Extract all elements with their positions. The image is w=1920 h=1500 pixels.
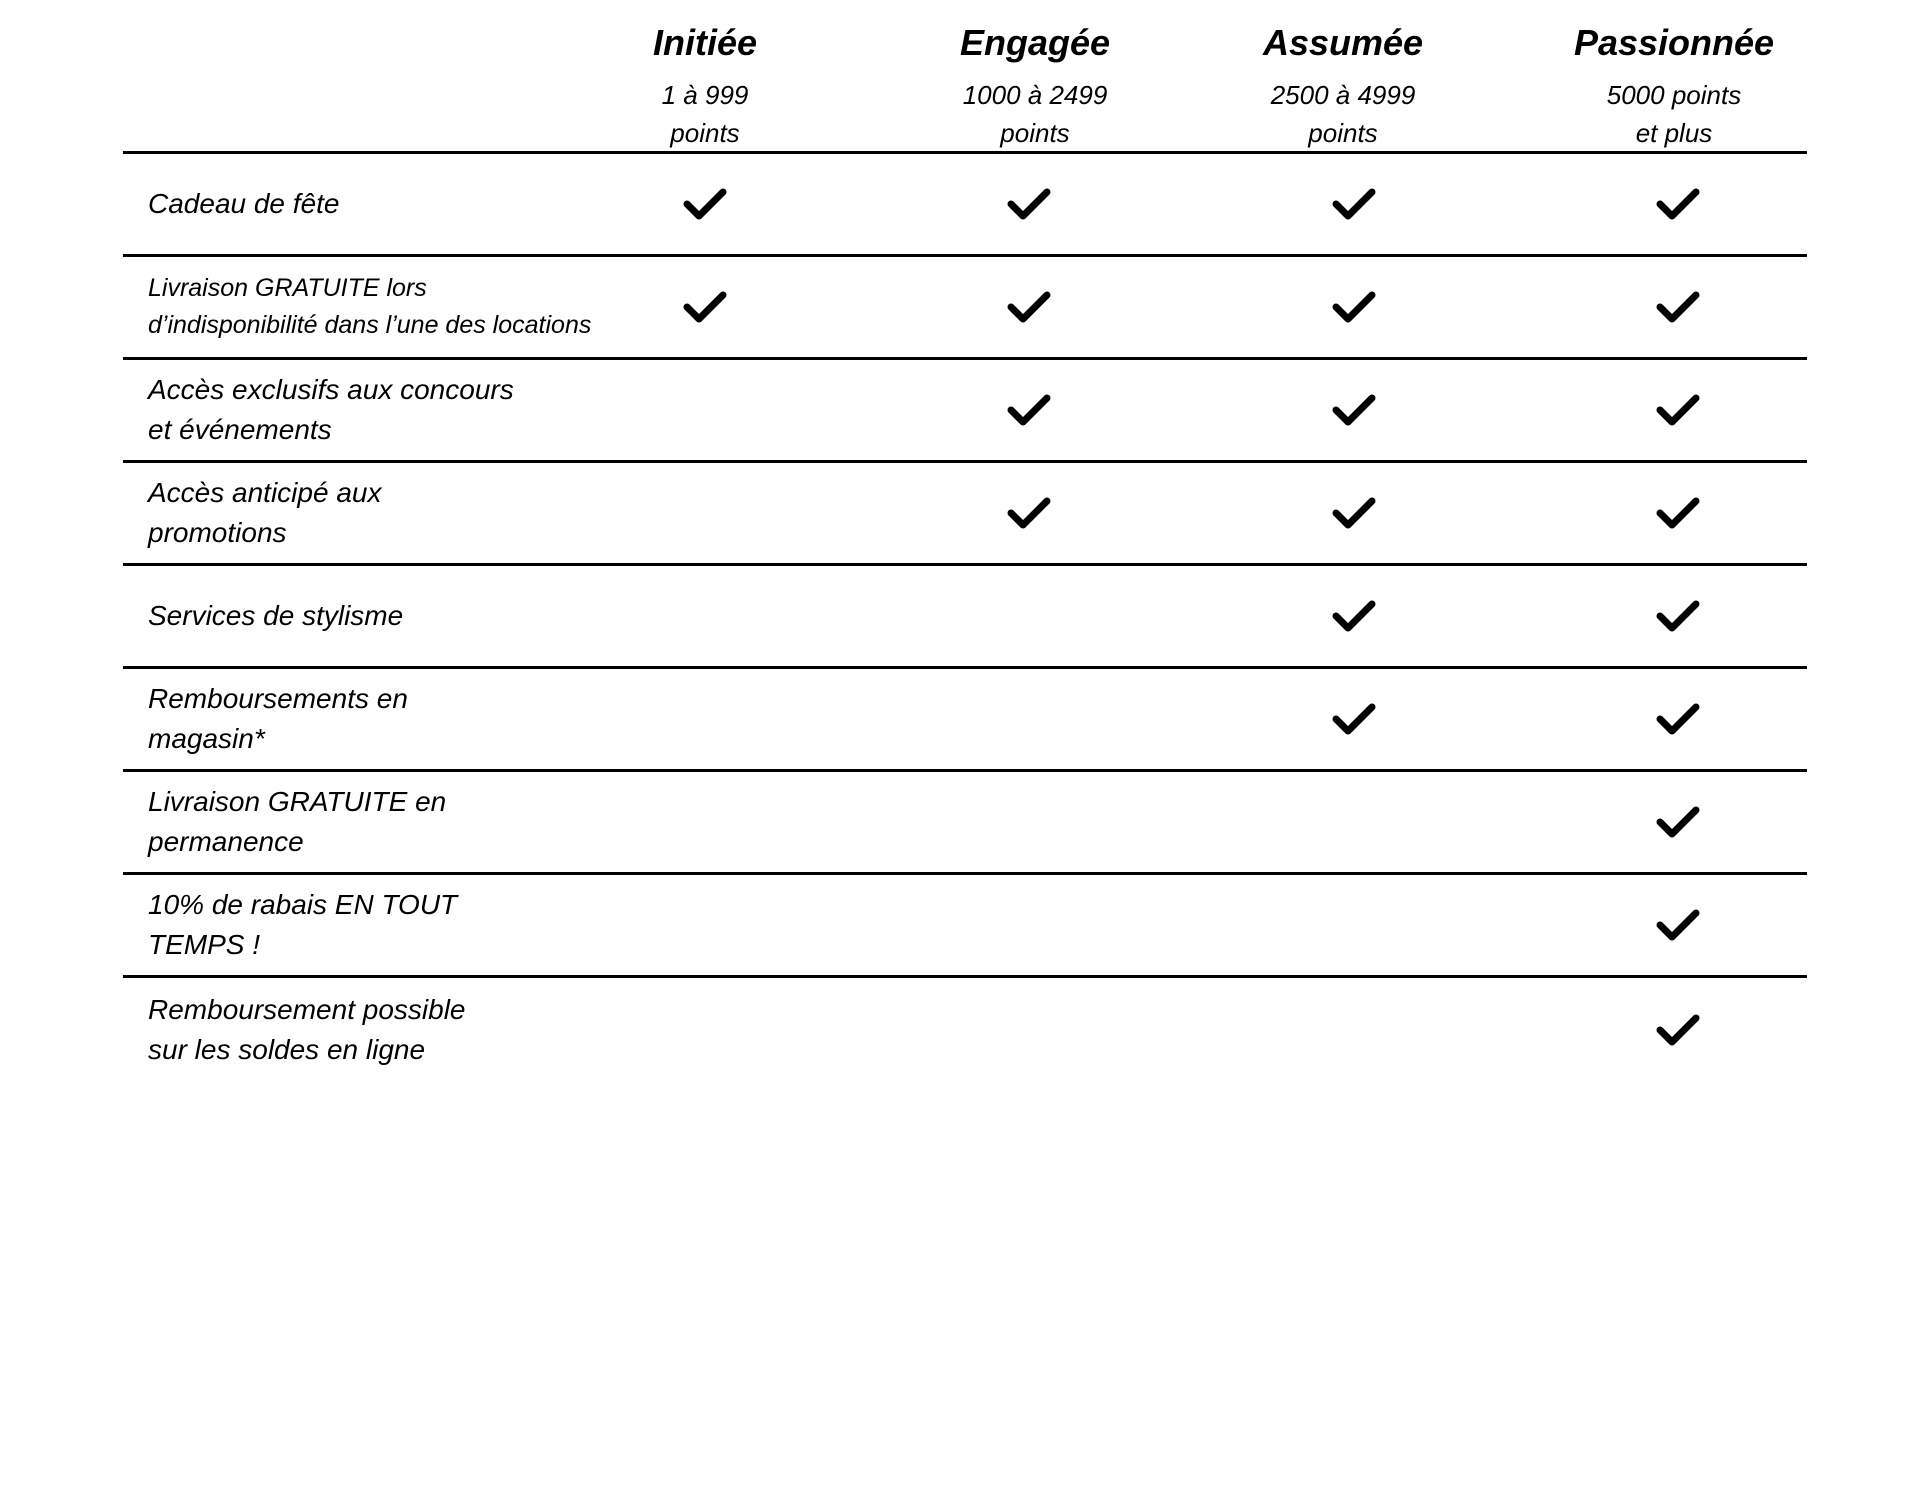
feature-label: Services de stylisme xyxy=(148,600,404,631)
tier-assumee xyxy=(1193,22,1493,152)
tier-range: 1 à 999 points xyxy=(661,80,749,148)
checkmark-icon xyxy=(1332,495,1376,531)
tier-range: 1000 à 2499 points xyxy=(962,80,1108,148)
table-row xyxy=(123,978,1807,1081)
feature-label: Remboursements en magasin* xyxy=(148,683,408,754)
feature-label: Remboursement possible sur les soldes en ligne xyxy=(148,993,466,1065)
checkmark-icon xyxy=(1332,392,1376,428)
checkmark-icon xyxy=(1656,907,1700,943)
checkmark-icon xyxy=(1332,289,1376,325)
checkmark-icon xyxy=(1007,186,1051,222)
checkmark-icon xyxy=(683,289,727,325)
checkmark-icon xyxy=(1332,701,1376,737)
checkmark-icon xyxy=(1656,1012,1700,1048)
loyalty-tiers-table xyxy=(123,0,1807,1081)
checkmark-icon xyxy=(1656,701,1700,737)
tier-engagee xyxy=(885,22,1185,152)
feature-label: Livraison GRATUITE en permanence xyxy=(148,786,447,857)
tier-passionnee xyxy=(1524,22,1824,152)
checkmark-icon xyxy=(683,186,727,222)
table-row xyxy=(123,360,1807,463)
table-row xyxy=(123,772,1807,875)
checkmark-icon xyxy=(1007,392,1051,428)
checkmark-icon xyxy=(1007,289,1051,325)
feature-label: Accès exclusifs aux concours et événements xyxy=(148,374,514,445)
feature-label: Livraison GRATUITE lors d’indisponibilité dans l’une des locations xyxy=(148,274,592,339)
table-row xyxy=(123,875,1807,978)
tier-range: 2500 à 4999 points xyxy=(1270,80,1416,148)
checkmark-icon xyxy=(1656,495,1700,531)
table-row xyxy=(123,566,1807,669)
checkmark-icon xyxy=(1656,804,1700,840)
tier-range: 5000 points et plus xyxy=(1606,80,1742,148)
table-header xyxy=(123,0,1807,154)
feature-label: Accès anticipé aux promotions xyxy=(148,477,382,548)
checkmark-icon xyxy=(1656,289,1700,325)
checkmark-icon xyxy=(1656,598,1700,634)
feature-label: 10% de rabais EN TOUT TEMPS ! xyxy=(148,889,458,960)
tier-name: Initiée xyxy=(652,22,758,63)
table-row xyxy=(123,257,1807,360)
checkmark-icon xyxy=(1656,186,1700,222)
tier-name: Assumée xyxy=(1262,22,1424,63)
checkmark-icon xyxy=(1332,186,1376,222)
checkmark-icon xyxy=(1332,598,1376,634)
feature-rows xyxy=(123,154,1807,1081)
checkmark-icon xyxy=(1007,495,1051,531)
feature-label: Cadeau de fête xyxy=(148,188,340,219)
tier-name: Engagée xyxy=(959,22,1111,63)
table-row xyxy=(123,463,1807,566)
checkmark-icon xyxy=(1656,392,1700,428)
table-row xyxy=(123,669,1807,772)
tier-name: Passionnée xyxy=(1573,22,1775,63)
tier-initiee xyxy=(555,22,855,152)
table-row xyxy=(123,154,1807,257)
